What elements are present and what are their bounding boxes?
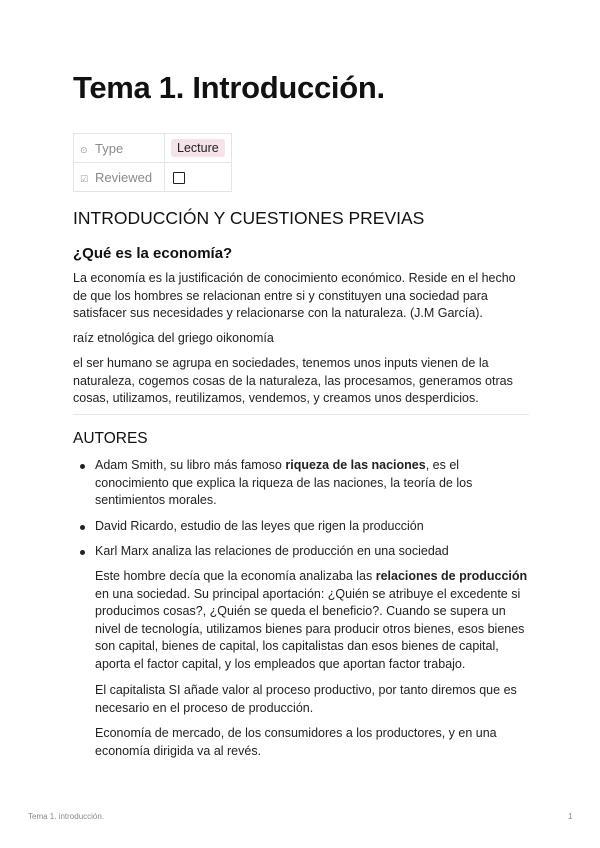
page-title: Tema 1. Introducción. — [73, 70, 385, 105]
property-row-reviewed — [74, 163, 232, 192]
list-item-karl-marx: Karl Marx analiza las relaciones de producción en una sociedad — [95, 543, 531, 561]
paragraph-definition: La economía es la justificación de conocimiento económico. Reside en el hecho de que los hombres se relacionan entre si y constituyen una sociedad para satisfacer sus necesidades y relacionarse con la naturaleza. (J.M García). — [73, 271, 516, 320]
paragraph-capitalist: El capitalista SI añade valor al proceso productivo, por tanto diremos que es necesario en el proceso de producción. — [95, 683, 517, 715]
select-icon: ⊙ — [80, 144, 88, 155]
list-item-adam-smith: Adam Smith, su libro más famoso riqueza de las naciones, es el conocimiento que explica la riqueza de las naciones, la teoría de los sentimientos morales. — [95, 457, 531, 510]
properties-table — [73, 133, 232, 192]
paragraph-etymology: raíz etnológica del griego oikonomía — [73, 331, 274, 345]
property-row-type — [74, 134, 232, 163]
type-tag[interactable]: Lecture — [171, 139, 225, 157]
footer-page-number: 1 — [568, 812, 573, 821]
section-heading-autores: AUTORES — [73, 430, 148, 447]
checkbox-property-icon: ☑ — [80, 173, 89, 184]
list-item-david-ricardo: David Ricardo, estudio de las leyes que rigen la producción — [95, 518, 531, 536]
footer-document-title: Tema 1. introducción. — [28, 812, 105, 821]
paragraph-society: el ser humano se agrupa en sociedades, tenemos unos inputs vienen de la naturaleza, cogemos cosas de la naturaleza, las procesamos, generamos otras cosas, utilizamos, reutilizamos, vendemos, y creamos unos desperdicios. — [73, 356, 513, 405]
paragraph-marx-relations: Este hombre decía que la economía analizaba las relaciones de producción en una sociedad. Su principal aportación: ¿Quién se atribuye el excedente si producimos cosas?, ¿Quién se queda el beneficio?. Cuando se supera un nivel de tecnología, utilizamos bienes para producir otros bienes, esos bienes son capital, bienes de capital, los capitalistas dan esos bienes de capital, aporta el factor capital, y los empleados que aportan factor trabajo. — [95, 569, 528, 671]
divider — [73, 414, 529, 415]
subheading-que-es-economia: ¿Qué es la economía? — [73, 245, 233, 262]
paragraph-market-economy: Economía de mercado, de los consumidores a los productores, y en una economía dirigida va al revés. — [95, 726, 497, 758]
section-heading-introduccion: INTRODUCCIÓN Y CUESTIONES PREVIAS — [73, 208, 425, 228]
bullet-icon — [80, 464, 85, 469]
property-key-reviewed: Reviewed — [95, 169, 153, 185]
bullet-icon — [80, 550, 85, 555]
bullet-icon — [80, 525, 85, 530]
property-key-type: Type — [95, 140, 124, 156]
reviewed-checkbox[interactable] — [173, 172, 185, 184]
